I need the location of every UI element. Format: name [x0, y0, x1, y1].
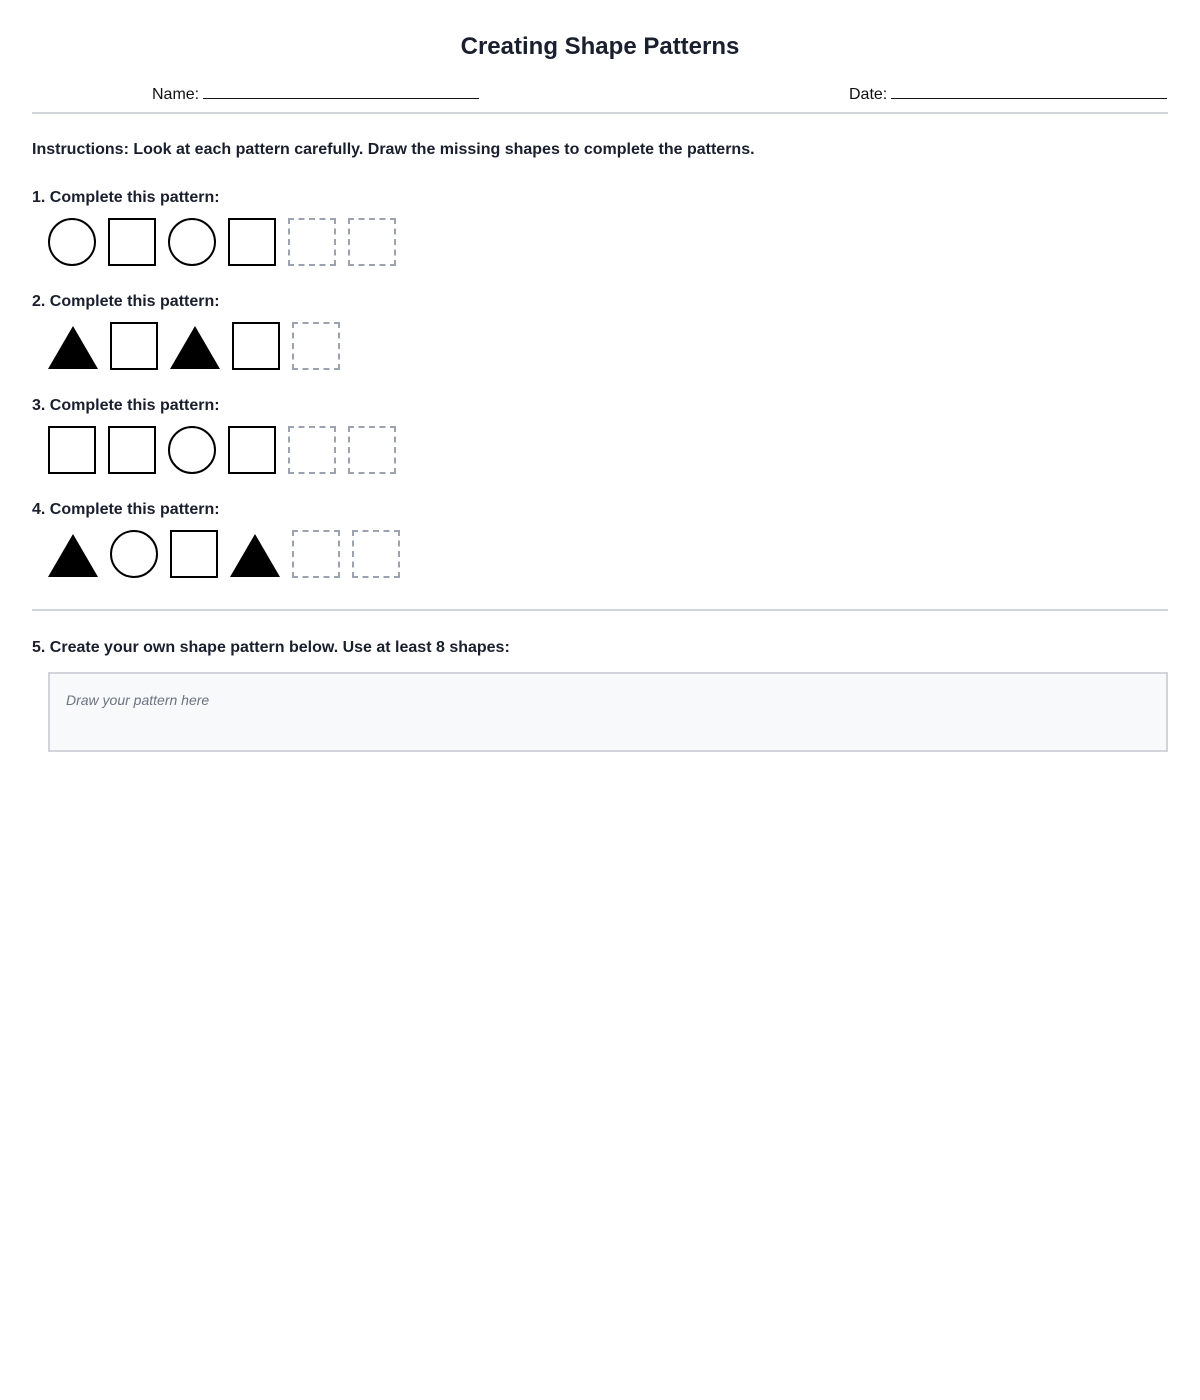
square-shape — [110, 322, 158, 370]
square-shape — [108, 426, 156, 474]
blank-answer-box[interactable] — [348, 218, 396, 266]
header-divider — [32, 112, 1168, 114]
pattern-label: 3. Complete this pattern: — [32, 397, 220, 414]
square-shape — [228, 426, 276, 474]
name-label: Name: — [152, 86, 200, 103]
pattern-label: 2. Complete this pattern: — [32, 293, 220, 310]
blank-answer-box[interactable] — [288, 426, 336, 474]
pattern-row — [48, 426, 396, 474]
instructions: Instructions: Look at each pattern carefully. Draw the missing shapes to complete the patterns. — [32, 141, 755, 158]
blank-answer-box[interactable] — [292, 322, 340, 370]
pattern-row — [48, 218, 396, 266]
blank-answer-box[interactable] — [292, 530, 340, 578]
section-divider — [32, 609, 1168, 611]
square-shape — [108, 218, 156, 266]
date-line[interactable] — [891, 82, 1167, 99]
blank-answer-box[interactable] — [348, 426, 396, 474]
circle-shape — [48, 218, 96, 266]
triangle-shape — [48, 534, 98, 577]
blank-answer-box[interactable] — [352, 530, 400, 578]
date-label: Date: — [849, 86, 888, 103]
circle-shape — [168, 426, 216, 474]
square-shape — [232, 322, 280, 370]
pattern-row — [48, 530, 400, 578]
date-field[interactable] — [849, 82, 1167, 104]
triangle-shape — [170, 326, 220, 369]
drawing-area[interactable] — [48, 672, 1168, 752]
drawing-placeholder: Draw your pattern here — [66, 692, 210, 708]
square-shape — [48, 426, 96, 474]
name-field[interactable] — [152, 82, 479, 104]
pattern-label: 1. Complete this pattern: — [32, 189, 220, 206]
circle-shape — [168, 218, 216, 266]
blank-answer-box[interactable] — [288, 218, 336, 266]
circle-shape — [110, 530, 158, 578]
triangle-shape — [230, 534, 280, 577]
pattern-row — [48, 322, 340, 370]
triangle-shape — [48, 326, 98, 369]
square-shape — [170, 530, 218, 578]
create-pattern-label: 5. Create your own shape pattern below. Use at least 8 shapes: — [32, 639, 510, 656]
name-line[interactable] — [203, 82, 479, 99]
pattern-label: 4. Complete this pattern: — [32, 501, 220, 518]
square-shape — [228, 218, 276, 266]
page-title: Creating Shape Patterns — [460, 33, 740, 60]
